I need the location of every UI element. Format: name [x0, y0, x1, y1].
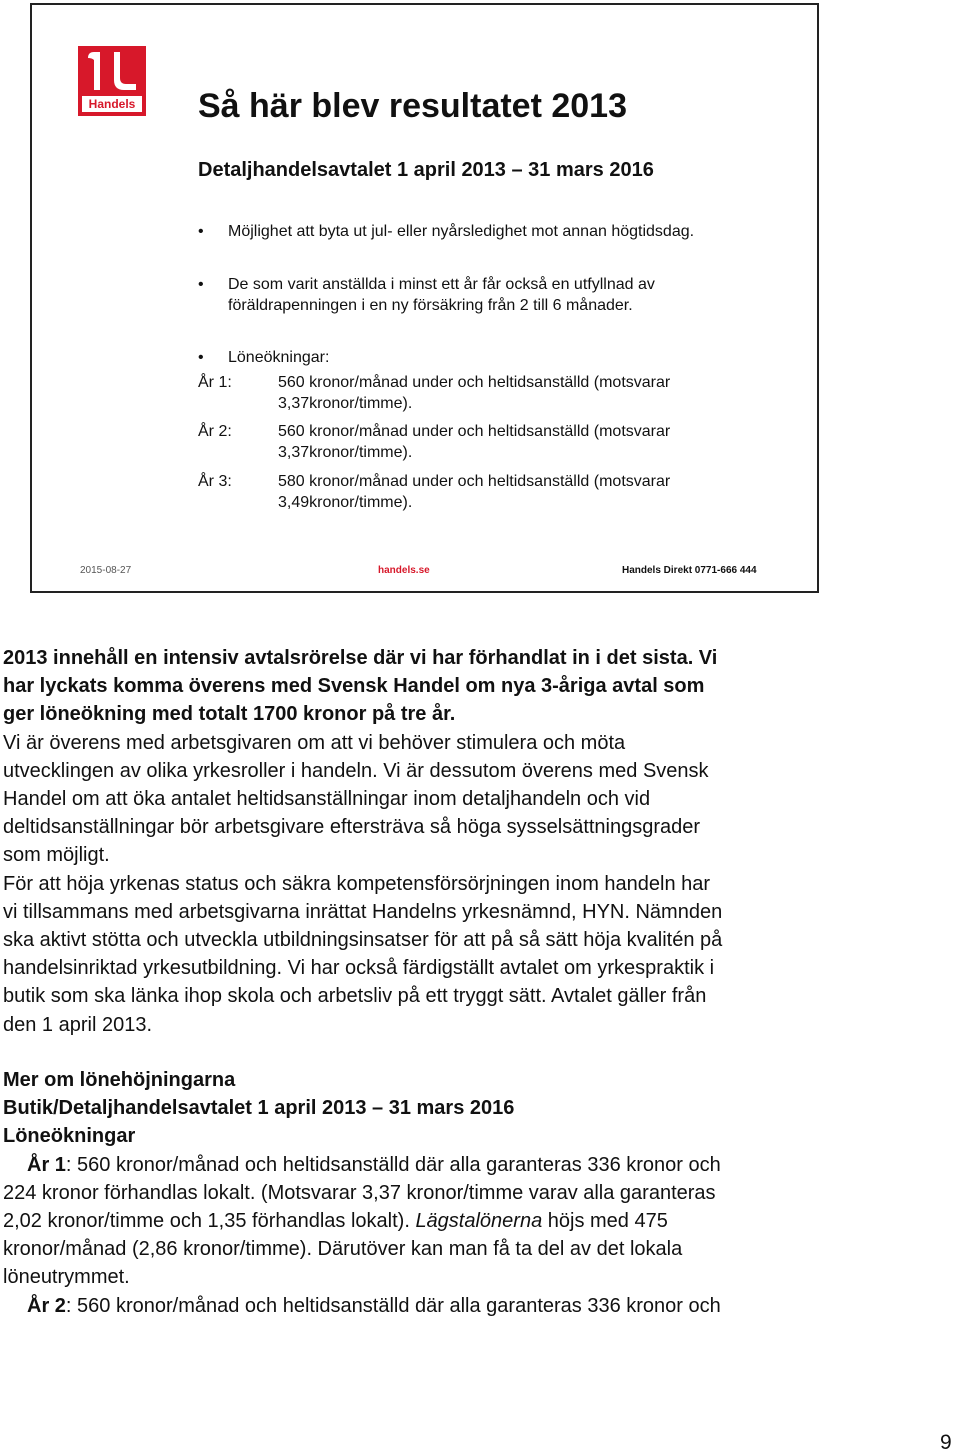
year-text-line-2: 3,37kronor/timme). [278, 444, 413, 461]
paragraph-line: utvecklingen av olika yrkesroller i handeln. Vi är dessutom överens med Svensk [3, 759, 709, 782]
lagstalonerna-term: Lägstalönerna [415, 1210, 543, 1233]
paragraph-line: butik som ska länka ihop skola och arbetsliv på ett tryggt sätt. Avtalet gäller från [3, 985, 707, 1008]
section-heading: Mer om lönehöjningarna [3, 1069, 236, 1091]
year-1-line: kronor/månad (2,86 kronor/timme). Därutöver kan man få ta del av det lokala [3, 1238, 683, 1261]
year-text [278, 421, 748, 463]
year-2-text: : 560 kronor/månad och heltidsanställd där alla garanteras 336 kronor och [65, 1294, 721, 1317]
intro-section [3, 644, 953, 1039]
logo-wordmark: Handels [88, 97, 136, 111]
paragraph-line: ska aktivt stötta och utveckla utbildningsinsatser för att på så sätt höja kvalitén på [3, 929, 723, 952]
paragraph-line: deltidsanställningar bör arbetsgivare eftersträva så höga sysselsättningsgrader [3, 816, 701, 839]
year-1-label: År 1 [27, 1153, 66, 1176]
year-text-line-1: 560 kronor/månad under och heltidsanställd (motsvarar [278, 423, 671, 440]
year-2-label: År 2 [27, 1294, 66, 1317]
bullet-text-line-1: De som varit anställda i minst ett år får också en utfyllnad av [228, 276, 655, 293]
year-text [278, 471, 748, 513]
bullet-text: Möjlighet att byta ut jul- eller nyårsledighet mot annan högtidsdag. [228, 223, 695, 240]
salary-section [3, 1066, 953, 1320]
intro-bold-line: ger löneökning med totalt 1700 kronor på tre år. [3, 703, 456, 726]
paragraph-line: Vi är överens med arbetsgivaren om att vi behöver stimulera och möta [3, 731, 626, 754]
year-text-line-2: 3,49kronor/timme). [278, 494, 413, 511]
handels-logo [78, 46, 146, 116]
slide-frame [30, 3, 819, 593]
paragraph-line: handelsinriktad yrkesutbildning. Vi har också färdigställt avtalet om yrkespraktik i [3, 957, 715, 980]
year-1-line: löneutrymmet. [3, 1266, 130, 1289]
year-1-text: : 560 kronor/månad och heltidsanställd där alla garanteras 336 kronor och [65, 1153, 721, 1176]
bullet-text: Löneökningar: [228, 349, 330, 366]
page-number: 9 [940, 1431, 952, 1454]
year-1-line: 224 kronor förhandlas lokalt. (Motsvarar 3,37 kronor/timme varav alla garanteras [3, 1181, 716, 1204]
year-text-line-2: 3,37kronor/timme). [278, 395, 413, 412]
paragraph-line: den 1 april 2013. [3, 1013, 153, 1036]
bullet-dot: • [198, 349, 204, 366]
slide-title: Så här blev resultatet 2013 [198, 87, 628, 125]
intro-bold-line: har lyckats komma överens med Svensk Handel om nya 3-åriga avtal som [3, 675, 705, 698]
slide-footer-date: 2015-08-27 [80, 565, 132, 576]
year-1-text: höjs med 475 [542, 1210, 668, 1233]
slide-subtitle: Detaljhandelsavtalet 1 april 2013 – 31 mars 2016 [198, 159, 654, 181]
paragraph-line: För att höja yrkenas status och säkra kompetensförsörjningen inom handeln har [3, 872, 711, 895]
section-subheading: Butik/Detaljhandelsavtalet 1 april 2013 – 31 mars 2016 [3, 1097, 515, 1120]
year-1-line [3, 1151, 953, 1179]
intro-bold-line: 2013 innehåll en intensiv avtalsrörelse där vi har förhandlat in i det sista. Vi [3, 647, 718, 669]
year-label: År 1: [198, 374, 232, 391]
bullet-text [228, 274, 655, 316]
year-1-text: 2,02 kronor/timme och 1,35 förhandlas lokalt). [3, 1210, 416, 1233]
paragraph-line: Handel om att öka antalet heltidsanställningar inom detaljhandeln och vid [3, 788, 651, 811]
slide-footer-site: handels.se [378, 565, 430, 576]
year-label: År 3: [198, 473, 232, 490]
section-label: Löneökningar [3, 1125, 136, 1148]
year-text [278, 372, 748, 414]
bullet-text-line-2: föräldrapenningen i en ny försäkring från 2 till 6 månader. [228, 297, 633, 314]
paragraph-line: som möjligt. [3, 844, 110, 867]
bullet-dot: • [198, 276, 204, 293]
year-text-line-1: 560 kronor/månad under och heltidsanställd (motsvarar [278, 374, 671, 391]
bullet-dot: • [198, 223, 204, 240]
year-text-line-1: 580 kronor/månad under och heltidsanställd (motsvarar [278, 473, 671, 490]
slide-footer-direkt: Handels Direkt 0771-666 444 [622, 565, 757, 576]
paragraph-line: vi tillsammans med arbetsgivarna inrättat Handelns yrkesnämnd, HYN. Nämnden [3, 900, 723, 923]
year-1-line [3, 1207, 953, 1235]
year-label: År 2: [198, 423, 232, 440]
year-2-line [3, 1292, 953, 1320]
